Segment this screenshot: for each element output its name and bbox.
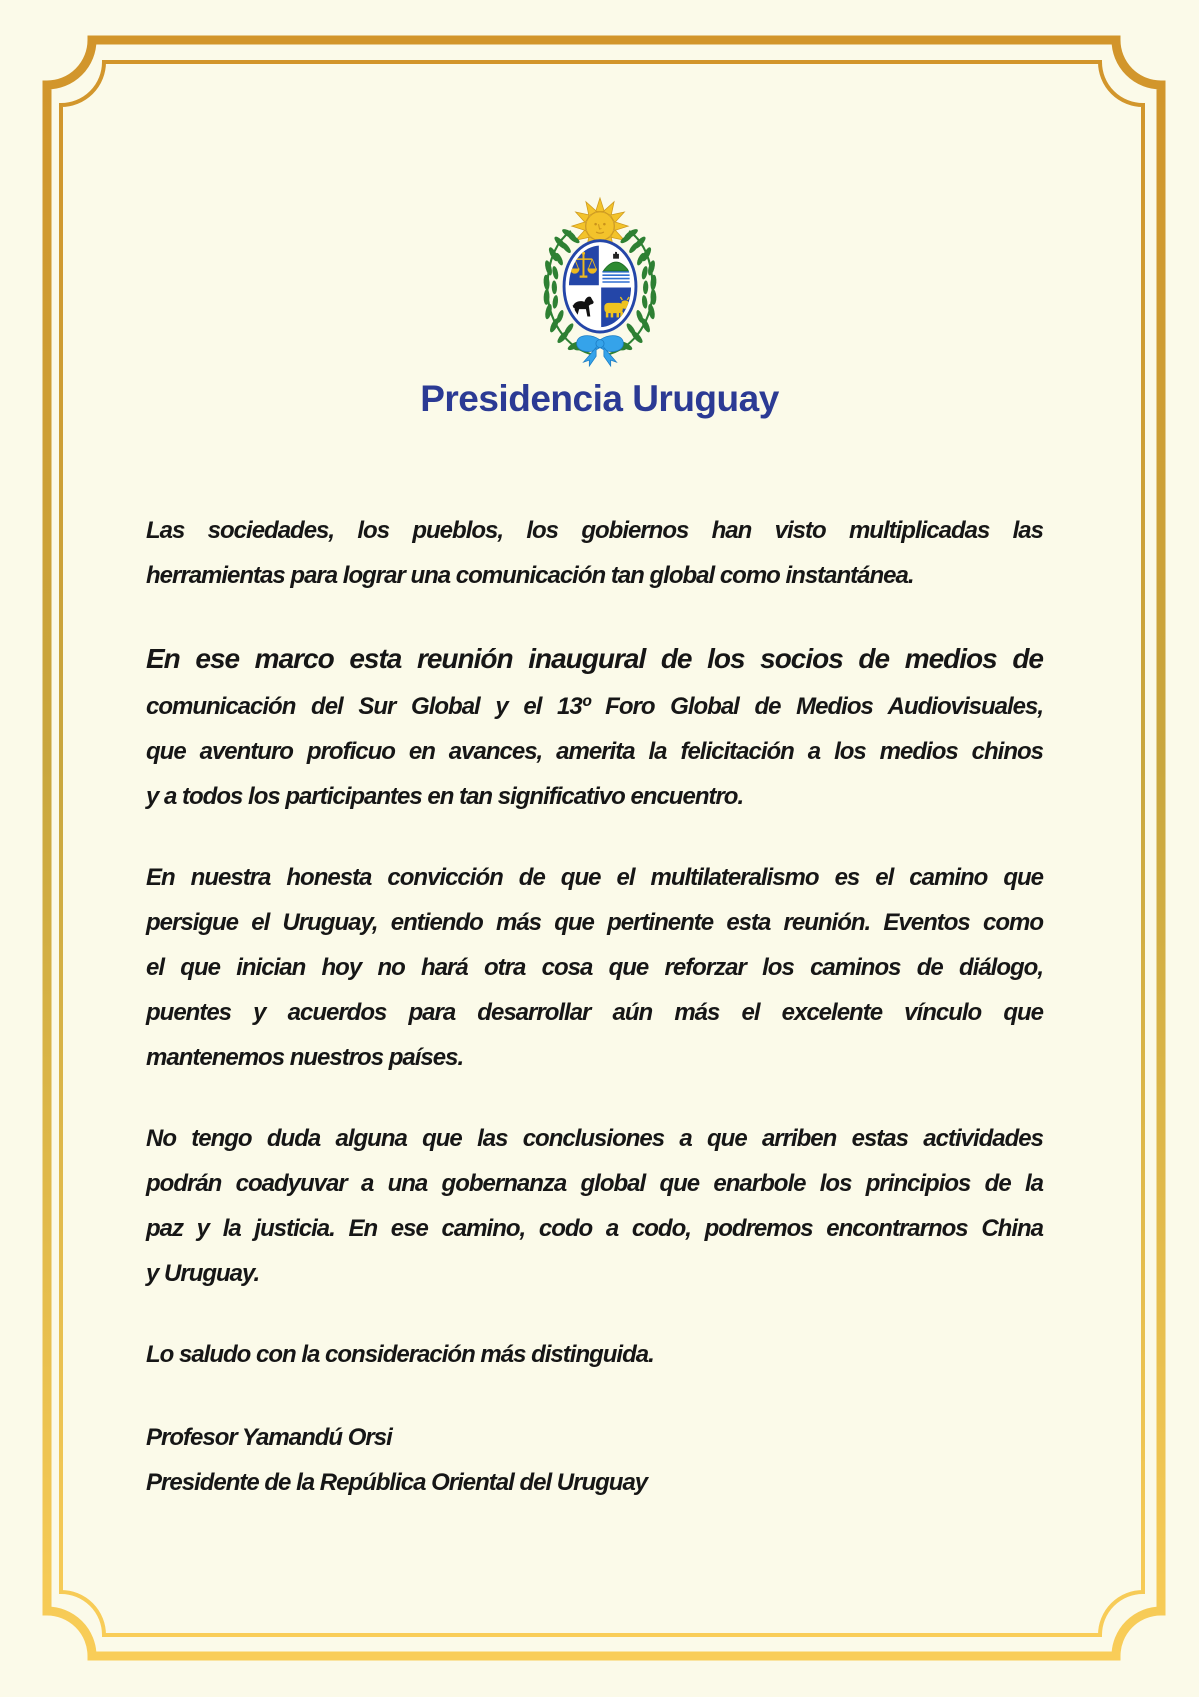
letter-line: paz y la justicia. En ese camino, codo a codo, podremos encontrarnos China <box>146 1215 1043 1242</box>
uruguay-coat-of-arms-icon <box>532 194 668 369</box>
paragraph <box>146 634 1043 819</box>
paragraph <box>146 855 1043 1080</box>
letter-line: En nuestra honesta convicción de que el multilateralismo es el camino que <box>146 864 1043 891</box>
paragraph <box>146 1116 1043 1296</box>
letter-line: el que inician hoy no hará otra cosa que reforzar los caminos de diálogo, <box>146 954 1043 981</box>
letter-line: Lo saludo con la consideración más distinguida. <box>146 1341 654 1368</box>
letter-line: y a todos los participantes en tan significativo encuentro. <box>146 783 744 810</box>
paragraph <box>146 1332 1043 1377</box>
letter-line: herramientas para lograr una comunicación tan global como instantánea. <box>146 562 914 589</box>
letter-line: Las sociedades, los pueblos, los gobiernos han visto multiplicadas las <box>146 517 1043 544</box>
letter-line: persigue el Uruguay, entiendo más que pertinente esta reunión. Eventos como <box>146 909 1043 936</box>
letter-line: que aventuro proficuo en avances, amerita la felicitación a los medios chinos <box>146 738 1043 765</box>
page-title: Presidencia Uruguay <box>420 378 779 419</box>
letter-line: En ese marco esta reunión inaugural de los socios de medios de <box>146 643 1043 674</box>
letter-line: podrán coadyuvar a una gobernanza global que enarbole los principios de la <box>146 1170 1043 1197</box>
signatory-name: Profesor Yamandú Orsi <box>146 1424 392 1451</box>
letter-line: mantenemos nuestros países. <box>146 1044 464 1071</box>
letter-body <box>146 508 1043 1505</box>
signatory-title: Presidente de la República Oriental del Uruguay <box>146 1469 648 1496</box>
letter-line: y Uruguay. <box>146 1260 260 1287</box>
letter-line: No tengo duda alguna que las conclusiones a que arriben estas actividades <box>146 1125 1043 1152</box>
paragraph <box>146 508 1043 598</box>
letter-line: comunicación del Sur Global y el 13º Foro Global de Medios Audiovisuales, <box>146 693 1043 720</box>
ribbon-bow-icon <box>576 336 623 366</box>
shield-icon <box>564 241 636 332</box>
letter-line: puentes y acuerdos para desarrollar aún más el excelente vínculo que <box>146 999 1043 1026</box>
signature-block <box>146 1415 1043 1505</box>
letter-paragraphs <box>146 508 1043 1377</box>
